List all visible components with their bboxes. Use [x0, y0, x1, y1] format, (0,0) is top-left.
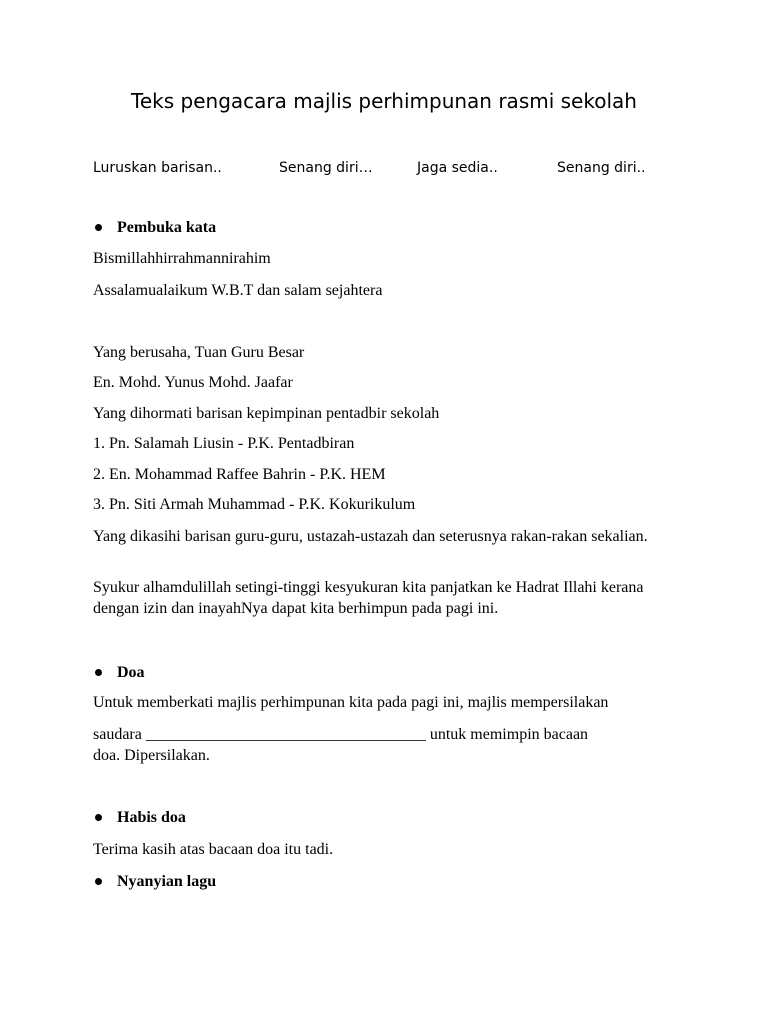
bullet-icon: [95, 224, 102, 231]
text-line-terima-kasih: Terima kasih atas bacaan doa itu tadi.: [93, 841, 334, 858]
bullet-icon: [95, 814, 102, 821]
section-heading-doa: [117, 662, 145, 683]
paragraph-guru-guru: Yang dikasihi barisan guru-guru, ustazah-ustazah dan seterusnya rakan-rakan sekalian.: [93, 528, 648, 545]
section-heading-label: Nyanyian lagu: [117, 873, 217, 890]
section-heading-label: Pembuka kata: [117, 219, 217, 236]
text-line-salam: Assalamualaikum W.B.T dan salam sejahtera: [93, 282, 383, 299]
text-line-guru-besar: Yang berusaha, Tuan Guru Besar: [93, 344, 305, 361]
paragraph-syukur: Syukur alhamdulillah setingi-tinggi kesyukuran kita panjatkan ke Hadrat Illahi kerana dengan izin dan inayahNya dapat kita berhimpun pada pagi ini.: [93, 579, 644, 617]
text-line-doa-1: Untuk memberkati majlis perhimpunan kita pada pagi ini, majlis mempersilakan: [93, 694, 609, 711]
command-senang-diri-2: Senang diri..: [557, 160, 646, 176]
text-line-pk-kokurikulum: 3. Pn. Siti Armah Muhammad - P.K. Kokurikulum: [93, 496, 416, 513]
section-heading-pembuka-kata: [117, 217, 216, 238]
text-line-pentadbir: Yang dihormati barisan kepimpinan pentadbir sekolah: [93, 405, 440, 422]
page-title: Teks pengacara majlis perhimpunan rasmi sekolah: [131, 89, 637, 113]
text-line-pk-pentadbiran: 1. Pn. Salamah Liusin - P.K. Pentadbiran: [93, 435, 355, 452]
section-heading-label: Doa: [117, 664, 145, 681]
text-line-pk-hem: 2. En. Mohammad Raffee Bahrin - P.K. HEM: [93, 466, 386, 483]
text-line-guru-besar-name: En. Mohd. Yunus Mohd. Jaafar: [93, 374, 293, 391]
command-luruskan-barisan: Luruskan barisan..: [93, 160, 222, 176]
section-heading-nyanyian-lagu: [117, 871, 216, 892]
bullet-icon: [95, 669, 102, 676]
text-line-bismillah: Bismillahhirrahmannirahim: [93, 250, 271, 267]
text-line-doa-2: saudara ___________________________________ untuk memimpin bacaan: [93, 726, 589, 743]
command-senang-diri: Senang diri…: [279, 160, 373, 176]
section-heading-habis-doa: [117, 807, 186, 828]
text-line-doa-3: doa. Dipersilakan.: [93, 747, 210, 764]
section-heading-label: Habis doa: [117, 809, 186, 826]
command-jaga-sedia: Jaga sedia..: [417, 160, 498, 176]
bullet-icon: [95, 878, 102, 885]
